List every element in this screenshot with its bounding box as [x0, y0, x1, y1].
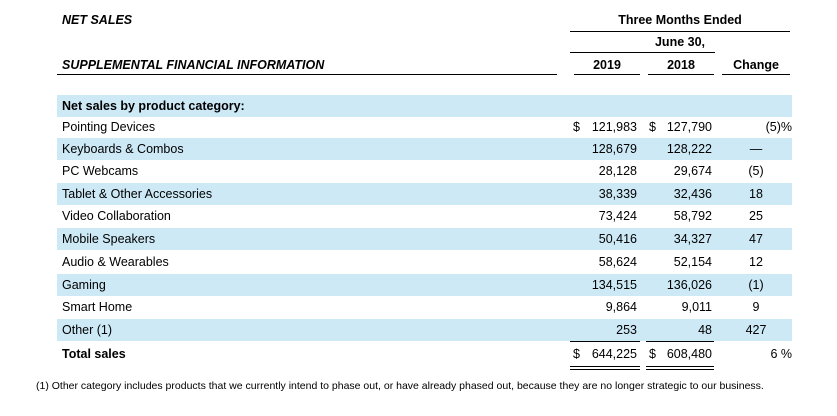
row-label: Gaming [62, 278, 106, 292]
row-label: Keyboards & Combos [62, 142, 184, 156]
col-2019-header: 2019 [593, 58, 621, 72]
footnote: (1) Other category includes products that we currently intend to phase out, or have already phased out, because they are no longer strategic to our business. [36, 380, 764, 392]
subtotal-rule-2018 [646, 341, 714, 342]
value-change: 47 [749, 232, 763, 246]
value-2018: 52,154 [673, 255, 712, 269]
currency-2018: $ [649, 120, 656, 134]
value-2019: 134,515 [591, 278, 637, 292]
value-2019: 9,864 [605, 300, 637, 314]
col-change-header: Change [733, 58, 779, 72]
value-change: 12 [749, 255, 763, 269]
row-label: Audio & Wearables [62, 255, 169, 269]
section-row [57, 95, 792, 117]
header-rule-change [722, 74, 790, 75]
row-label: Pointing Devices [62, 120, 156, 134]
period-rule-2 [570, 52, 715, 53]
value-2018: 34,327 [673, 232, 712, 246]
col-2018-header: 2018 [667, 58, 695, 72]
row-label: Video Collaboration [62, 209, 171, 223]
value-change: 427 [745, 323, 767, 337]
period-rule-1 [570, 31, 790, 32]
value-change: 9 [752, 300, 760, 314]
row-label: Mobile Speakers [62, 232, 156, 246]
value-change: (5) [748, 164, 764, 178]
value-2019: 58,624 [598, 255, 637, 269]
value-2018: 48 [698, 323, 712, 337]
table-row [57, 319, 792, 341]
table-row [57, 183, 792, 205]
table-row [57, 138, 792, 160]
table-row [57, 274, 792, 296]
total-2019: 644,225 [591, 347, 637, 361]
table-row [57, 228, 792, 250]
row-label: Tablet & Other Accessories [62, 187, 213, 201]
value-2019: 28,128 [598, 164, 637, 178]
table-row [57, 251, 792, 273]
value-2018: 128,222 [666, 142, 712, 156]
header-rule-left [57, 74, 557, 75]
value-2018: 29,674 [673, 164, 712, 178]
value-2019: 128,679 [591, 142, 637, 156]
value-2019: 73,424 [598, 209, 637, 223]
total-double-rule-2019 [570, 366, 640, 370]
period-subheading: June 30, [654, 35, 706, 49]
value-change: (1) [748, 278, 764, 292]
value-2018: 58,792 [673, 209, 712, 223]
row-label: Smart Home [62, 300, 133, 314]
value-change: 18 [749, 187, 763, 201]
value-2018: 9,011 [681, 300, 712, 314]
currency-2018: $ [649, 347, 656, 361]
value-change: — [749, 142, 763, 156]
total-2018: 608,480 [666, 347, 712, 361]
row-label: PC Webcams [62, 164, 139, 178]
value-2019: 50,416 [598, 232, 637, 246]
table-row [57, 160, 792, 182]
total-label: Total sales [62, 347, 126, 361]
currency-2019: $ [573, 120, 580, 134]
value-2018: 136,026 [666, 278, 712, 292]
net-sales-title: NET SALES [62, 13, 133, 27]
value-change: 25 [749, 209, 763, 223]
supplemental-title: SUPPLEMENTAL FINANCIAL INFORMATION [62, 58, 325, 72]
value-2018: 127,790 [666, 120, 712, 134]
header-rule-2018 [648, 74, 714, 75]
header-rule-2019 [574, 74, 640, 75]
currency-2019: $ [573, 347, 580, 361]
value-2019: 253 [616, 323, 637, 337]
value-2019: 38,339 [598, 187, 637, 201]
total-row [57, 343, 792, 365]
total-double-rule-2018 [646, 366, 714, 370]
section-label: Net sales by product category: [62, 99, 245, 113]
value-change: (5)% [765, 120, 792, 134]
value-2019: 121,983 [591, 120, 637, 134]
subtotal-rule-2019 [570, 341, 640, 342]
table-row [57, 116, 792, 138]
value-2018: 32,436 [673, 187, 712, 201]
row-label: Other (1) [62, 323, 113, 337]
table-row [57, 296, 792, 318]
table-row [57, 205, 792, 227]
period-heading: Three Months Ended [618, 13, 742, 27]
total-change: 6 % [770, 347, 792, 361]
